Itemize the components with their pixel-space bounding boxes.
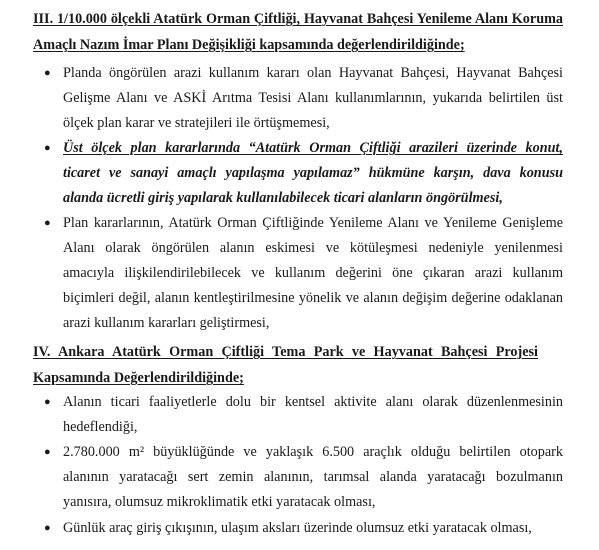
bullet-icon: ● [44, 522, 51, 534]
bullet-icon: ● [44, 142, 51, 154]
section-iv-item-3-line-1: Günlük araç giriş çıkışının, ulaşım aksları üzerinde olumsuz etki yaratacak olması, [63, 520, 532, 536]
bullet-icon: ● [44, 67, 51, 79]
section-iii-item-1-line-1: Planda öngörülen arazi kullanım kararı olan Hayvanat Bahçesi, Hayvanat Bahçesi [63, 65, 563, 81]
bullet-icon: ● [44, 396, 51, 408]
section-iii-item-2-line-3: alanda ücretli giriş yapılarak kullanılabilecek ticari alanların öngörülmesi, [63, 190, 503, 206]
bullet-icon: ● [44, 446, 51, 458]
section-iv-heading-line-1: IV. Ankara Atatürk Orman Çiftliği Tema Park ve Hayvanat Bahçesi Projesi [33, 344, 538, 360]
section-iii-item-1-line-2: Gelişme Alanı ve ASKİ Arıtma Tesisi Alanı kullanımlarının, yukarıda belirtilen üst [63, 90, 563, 106]
section-iii-item-3-line-2: Alanı olarak öngörülen alanın eskimesi ve kötüleşmesi nedeniyle yenilenmesi [63, 240, 563, 256]
section-iv-heading-line-2: Kapsamında Değerlendirildiğinde; [33, 370, 244, 386]
bullet-icon: ● [44, 217, 51, 229]
section-iii-item-3-line-4: biçimleri değil, alanın kentleştirilmesine yönelik ve alanın değişim değerine odaklanan [63, 290, 563, 306]
section-iv-item-2-line-1: 2.780.000 m² büyüklüğünde ve yaklaşık 6.500 araçlık olduğu belirtilen otopark [63, 444, 563, 460]
section-iii-item-2-line-1-text: Üst ölçek plan kararlarında “Atatürk Orman Çiftliği arazileri üzerinde konut, [63, 140, 563, 156]
section-iii-item-3-line-3: amacıyla ilişkilendirilebilecek ve kullanım değerini öne çıkaran arazi kullanım [63, 265, 563, 281]
section-iv-item-2-line-3: yanısıra, olumsuz mikroklimatik etki yaratacak olması, [63, 494, 376, 510]
section-iii-item-3-line-1: Plan kararlarının, Atatürk Orman Çiftliğinde Yenileme Alanı ve Yenileme Genişleme [63, 215, 563, 231]
section-iii-item-3-line-5: arazi kullanım kararları geliştirmesi, [63, 315, 270, 331]
section-iii-item-2-line-1 [63, 139, 563, 157]
section-iii-item-2-line-2: ticaret ve sanayi amaçlı yapılaşma yapılamaz” hükmüne karşın, dava konusu [63, 165, 563, 181]
section-iv-item-1-line-1: Alanın ticari faaliyetlerle dolu bir kentsel aktivite alanı olarak düzenlenmesinin [63, 394, 563, 410]
section-iv-item-2-line-2: alanının yaratacağı sert zemin alanının, tarımsal alanda yaratacağı bozulmanın [63, 469, 563, 485]
section-iii-heading-line-1: III. 1/10.000 ölçekli Atatürk Orman Çiftliği, Hayvanat Bahçesi Yenileme Alanı Koruma [33, 11, 563, 27]
section-iv-item-1-line-2: hedeflendiği, [63, 419, 138, 435]
section-iii-item-1-line-3: ölçek plan karar ve stratejileri ile örtüşmemesi, [63, 115, 330, 131]
section-iii-heading-line-2: Amaçlı Nazım İmar Planı Değişikliği kapsamında değerlendirildiğinde; [33, 37, 465, 53]
